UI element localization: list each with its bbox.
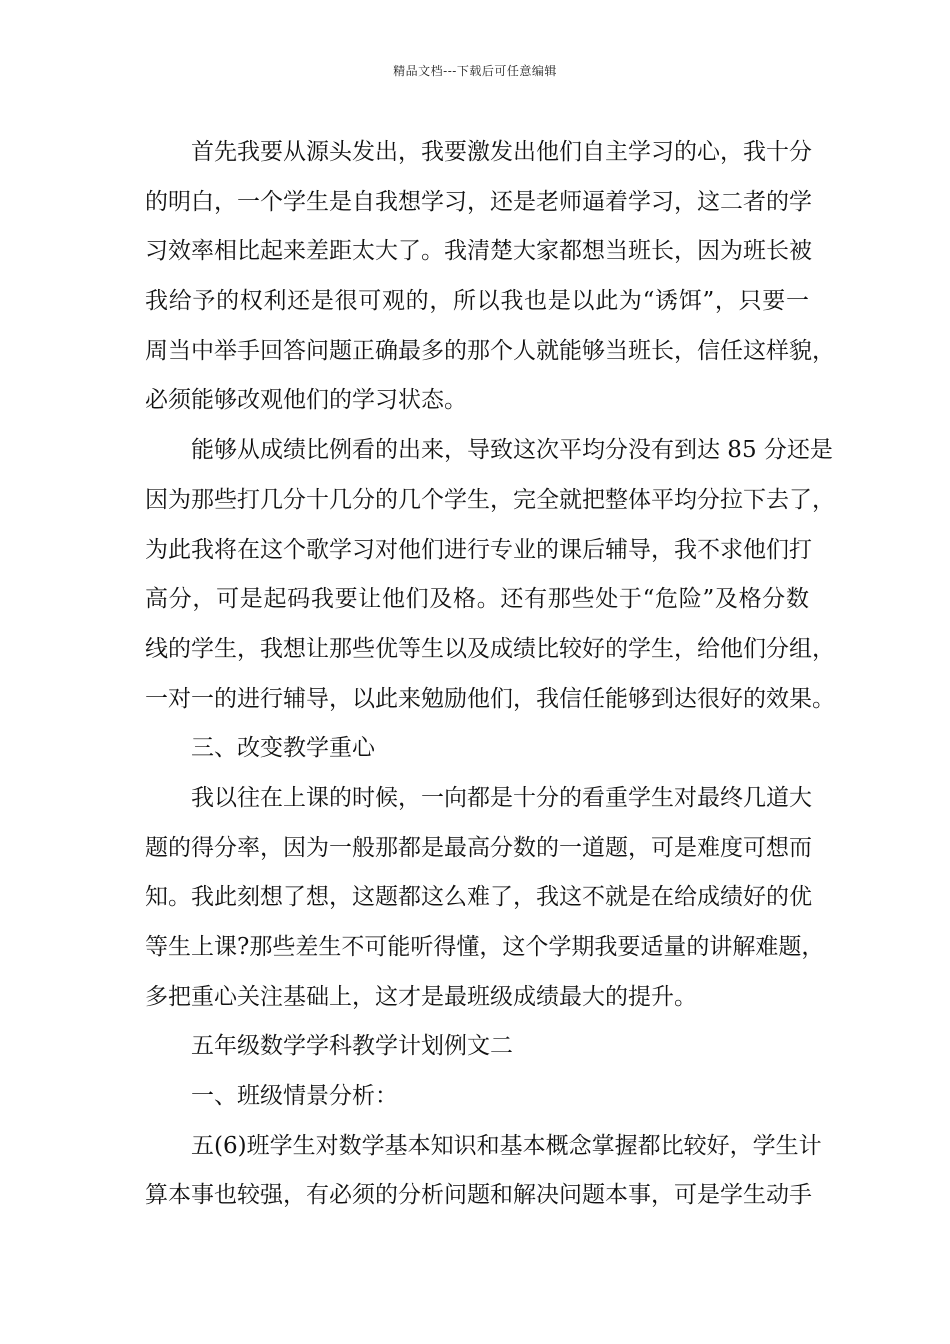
text-line: 一对一的进行辅导，以此来勉励他们，我信任能够到达很好的效果。 — [145, 685, 835, 712]
page-header: 精品文档---下载后可任意编辑 — [393, 64, 557, 78]
text-line: 三、改变教学重心 — [191, 735, 375, 762]
text-line: 能够从成绩比例看的出来，导致这次平均分没有到达 85 分还是 — [191, 437, 833, 464]
text-line: 我给予的权利还是很可观的，所以我也是以此为“诱饵”，只要一 — [145, 288, 809, 315]
text-line: 因为那些打几分十几分的几个学生，完全就把整体平均分拉下去了， — [145, 486, 835, 513]
text-line: 多把重心关注基础上，这才是最班级成绩最大的提升。 — [145, 983, 697, 1010]
document-body — [145, 128, 835, 1221]
text-line: 题的得分率，因为一般那都是最高分数的一道题，可是难度可想而 — [145, 834, 812, 861]
text-line: 知。我此刻想了想，这题都这么难了，我这不就是在给成绩好的优 — [145, 884, 812, 911]
text-line: 习效率相比起来差距太大了。我清楚大家都想当班长，因为班长被 — [145, 238, 812, 265]
text-line: 算本事也较强，有必须的分析问题和解决问题本事，可是学生动手 — [145, 1182, 812, 1209]
text-line: 我以往在上课的时候，一向都是十分的看重学生对最终几道大 — [191, 784, 812, 811]
text-line: 一、班级情景分析： — [191, 1083, 398, 1110]
text-line: 必须能够改观他们的学习状态。 — [145, 387, 467, 414]
text-line: 周当中举手回答问题正确最多的那个人就能够当班长，信任这样貌， — [145, 337, 835, 364]
text-line: 五(6)班学生对数学基本知识和基本概念掌握都比较好，学生计 — [191, 1132, 822, 1159]
text-line: 为此我将在这个歌学习对他们进行专业的课后辅导，我不求他们打 — [145, 536, 812, 563]
text-line: 首先我要从源头发出，我要激发出他们自主学习的心，我十分 — [191, 139, 812, 165]
text-line: 等生上课?那些差生不可能听得懂，这个学期我要适量的讲解难题， — [145, 934, 825, 960]
text-line: 高分，可是起码我要让他们及格。还有那些处于“危险”及格分数 — [145, 586, 809, 613]
text-line: 五年级数学学科教学计划例文二 — [191, 1033, 513, 1060]
text-line: 线的学生，我想让那些优等生以及成绩比较好的学生，给他们分组， — [145, 635, 835, 662]
text-line: 的明白，一个学生是自我想学习，还是老师逼着学习，这二者的学 — [145, 188, 812, 215]
